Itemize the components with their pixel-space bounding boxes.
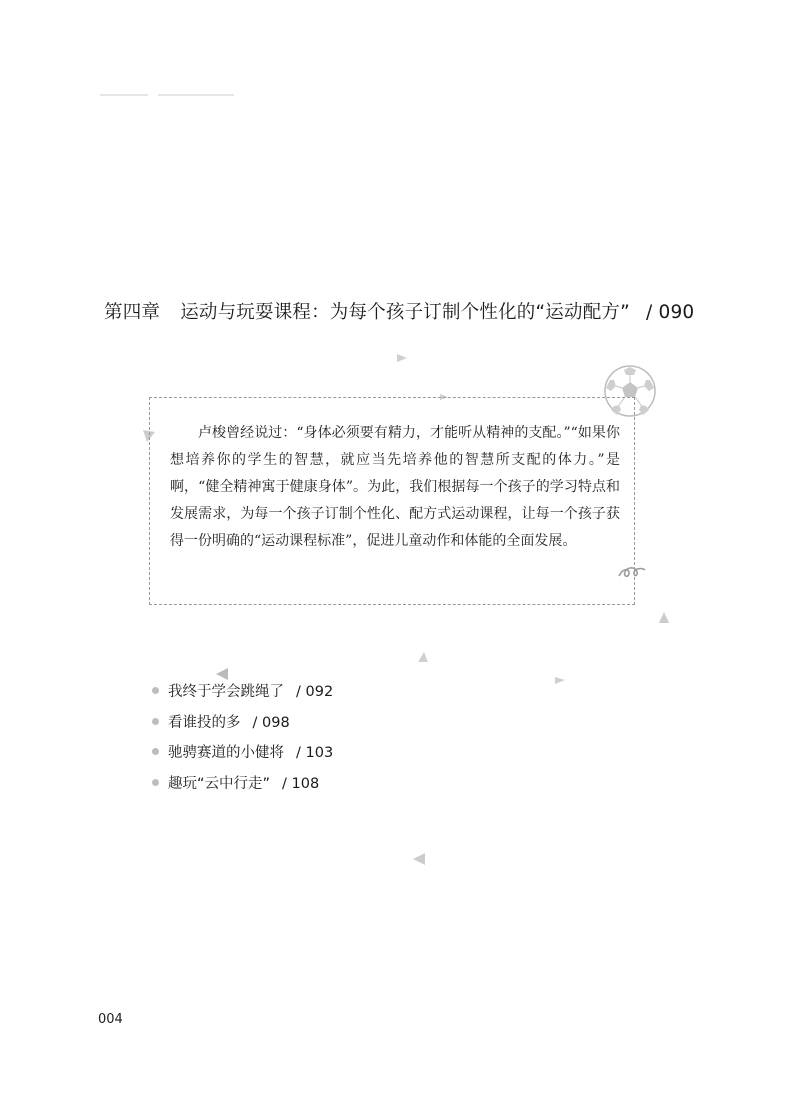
- lesson-page: / 108: [282, 775, 320, 792]
- page-number: 004: [98, 1012, 123, 1027]
- chapter-label: 第四章: [104, 302, 161, 323]
- list-item[interactable]: [152, 681, 333, 712]
- triangle-decoration: [397, 354, 407, 362]
- chapter-heading: [104, 298, 724, 324]
- lesson-title: 看谁投的多: [168, 714, 241, 731]
- bullet-icon: [152, 748, 159, 755]
- triangle-decoration: [555, 677, 565, 684]
- list-item[interactable]: [152, 742, 333, 773]
- chapter-page-number: / 090: [645, 302, 695, 323]
- quote-text: 卢梭曾经说过：“身体必须要有精力，才能听从精神的支配。”“如果你想培养你的学生的智慧，就应当先培养他的智慧所支配的体力。”是啊，“健全精神寓于健康身体”。为此，我们根据每一个孩子的学习特点和发展需求，为每一个孩子订制个性化、配方式运动课程，让每一个孩子获得一份明确的“运动课程标准”，促进儿童动作和体能的全面发展。: [170, 425, 620, 549]
- lesson-page: / 103: [296, 745, 334, 761]
- lesson-page: / 092: [296, 684, 334, 700]
- lesson-list: [152, 681, 333, 803]
- list-item[interactable]: [152, 712, 333, 743]
- list-item[interactable]: [152, 773, 333, 804]
- lesson-page: / 098: [252, 714, 290, 731]
- triangle-decoration: [216, 668, 228, 680]
- lesson-title: 驰骋赛道的小健将: [168, 745, 284, 761]
- bullet-icon: [152, 687, 159, 694]
- lesson-title: 趣玩“云中行走”: [168, 775, 271, 792]
- bullet-icon: [152, 779, 159, 786]
- triangle-decoration: [659, 612, 669, 623]
- bullet-icon: [152, 718, 159, 725]
- header-marks: [100, 93, 234, 97]
- triangle-decoration: [418, 652, 428, 662]
- chapter-title-text: 运动与玩耍课程：为每个孩子订制个性化的“运动配方”: [180, 302, 630, 323]
- lesson-title: 我终于学会跳绳了: [168, 684, 284, 700]
- swirl-icon: [617, 564, 647, 580]
- triangle-decoration: [413, 853, 425, 865]
